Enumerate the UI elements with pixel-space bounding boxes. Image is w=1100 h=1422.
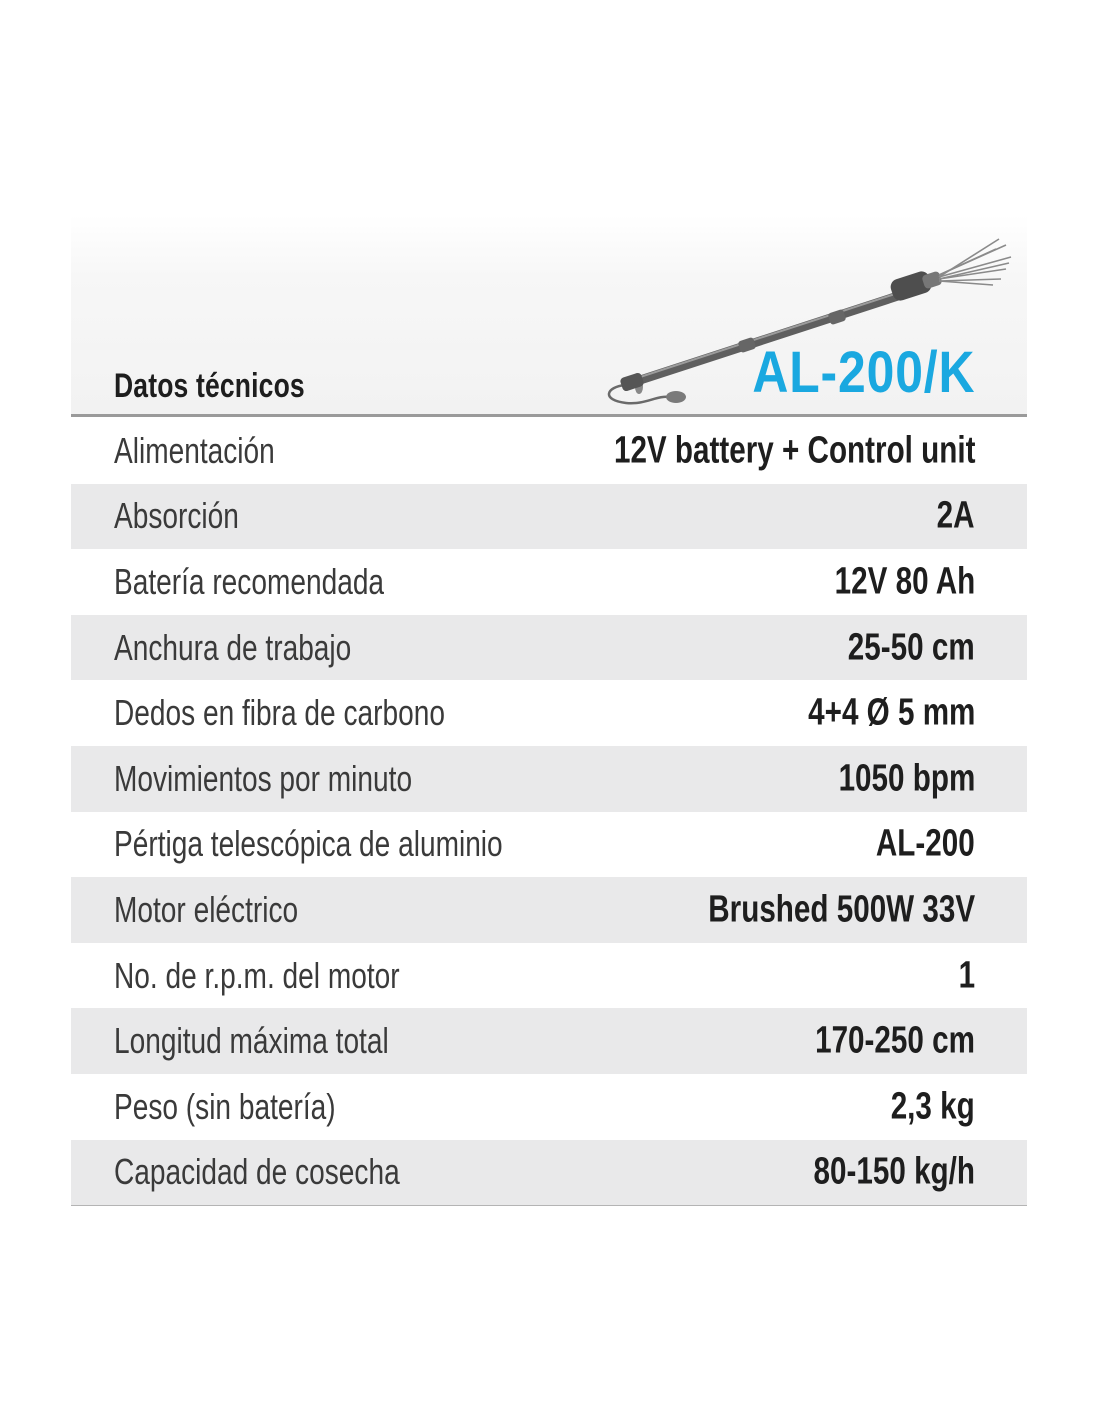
spec-row [71,680,1027,746]
spec-value: 80-150 kg/h [813,1150,975,1193]
spec-row [71,1074,1027,1140]
section-title: Datos técnicos [114,367,305,405]
spec-row [71,1140,1027,1207]
model-name: AL-200/K [751,340,975,405]
spec-value: 12V 80 Ah [834,560,975,603]
spec-label: Anchura de trabajo [114,626,352,668]
spec-value: Brushed 500W 33V [708,888,975,931]
spec-value: 1050 bpm [838,757,975,800]
spec-row [71,549,1027,615]
spec-row [71,877,1027,943]
spec-value: 12V battery + Control unit [613,429,975,472]
spec-value: 1 [958,954,975,997]
spec-row [71,1008,1027,1074]
spec-label: Motor eléctrico [114,888,299,930]
spec-label: Peso (sin batería) [114,1085,336,1127]
spec-value: 25-50 cm [848,626,975,669]
spec-value: 2A [937,494,975,537]
spec-value: 4+4 Ø 5 mm [807,691,975,734]
spec-row [71,812,1027,878]
spec-label: No. de r.p.m. del motor [114,954,400,996]
spec-label: Dedos en fibra de carbono [114,692,445,734]
spec-value: 170-250 cm [815,1019,975,1062]
spec-card [71,215,1027,1207]
spec-label: Batería recomendada [114,560,385,602]
spec-label: Alimentación [114,429,275,471]
spec-label: Absorción [114,495,239,537]
spec-label: Pértiga telescópica de aluminio [114,823,503,865]
spec-row [71,746,1027,812]
spec-row [71,943,1027,1009]
spec-row [71,418,1027,484]
spec-label: Movimientos por minuto [114,757,413,799]
spec-value: 2,3 kg [890,1085,975,1128]
header-divider [71,414,1027,417]
spec-row [71,615,1027,681]
spec-table [71,418,1027,1206]
spec-header [71,215,1027,415]
spec-value: AL-200 [876,822,975,865]
spec-row [71,484,1027,550]
spec-label: Capacidad de cosecha [114,1151,400,1193]
spec-label: Longitud máxima total [114,1020,389,1062]
